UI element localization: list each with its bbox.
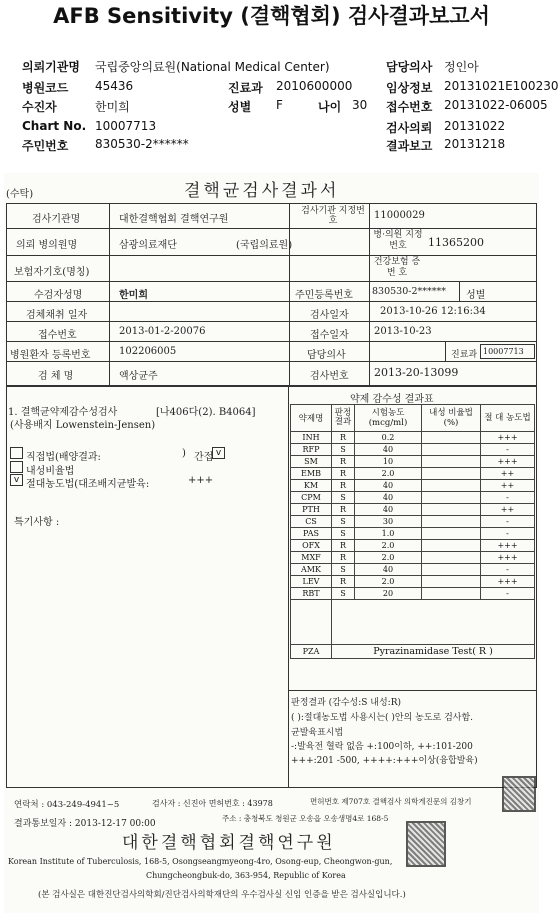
result-cell: R [332, 456, 355, 468]
absolute-cell: +++ [481, 576, 535, 588]
dept-value: 10007713 [483, 347, 524, 356]
result-cell: R [332, 576, 355, 588]
drug-cell: EMB [291, 468, 332, 480]
note-line-3: 균발육표시법 [291, 728, 344, 738]
col-result: 판정 결과 [332, 405, 355, 432]
concentration-cell: 30 [355, 516, 422, 528]
institution-seal-stamp [406, 821, 446, 867]
field-value-chart-no: 10007713 [95, 119, 157, 133]
control-growth: +++ [188, 475, 214, 486]
result-cell: S [332, 588, 355, 600]
proportion-cell [422, 444, 481, 456]
doctor-no: 11365200 [428, 236, 484, 249]
result-cell: S [332, 492, 355, 504]
test-code: [나406다(2). B4064] [156, 407, 256, 418]
field-label-sex: 성별 [228, 100, 252, 114]
lab-code-label: 검사기관 지정번호 [301, 206, 365, 226]
absolute-method-checkbox: v [10, 474, 23, 486]
concentration-cell: 2.0 [355, 468, 422, 480]
concentration-cell: 40 [355, 444, 422, 456]
concentration-cell: 1.0 [355, 528, 422, 540]
table-header-row [291, 405, 535, 432]
result-cell: S [332, 444, 355, 456]
absolute-cell: +++ [481, 432, 535, 444]
footer-report-date: 결과통보일자 : 2013-12-17 00:00 [14, 819, 156, 829]
field-value-age: 30 [352, 98, 368, 112]
table-row [291, 564, 535, 576]
field-value-hospital-code: 45436 [95, 79, 134, 93]
receipt-date-label: 접수일자 [310, 330, 349, 341]
pza-label: PZA [291, 645, 332, 659]
col-proportion: 내성 비율법(%) [422, 405, 481, 432]
result-cell: R [332, 480, 355, 492]
table-row [291, 480, 535, 492]
report-title: AFB Sensitivity (결핵협회) 검사결과보고서 [53, 4, 490, 28]
doctor-no-label: 병·의원 지정번호 [373, 230, 423, 251]
col-absolute: 절 대 농도법 [481, 405, 535, 432]
field-value-doctor: 정인아 [444, 60, 479, 74]
field-label-age: 나이 [318, 100, 342, 114]
table-row [291, 552, 535, 564]
table-row [291, 456, 535, 468]
remarks-label: 특기사항 : [14, 517, 60, 528]
table-row [291, 540, 535, 552]
absolute-cell: - [481, 588, 535, 600]
field-value-requester: 국립중앙의료원(National Medical Center) [95, 60, 330, 74]
field-value-sex: F [276, 98, 283, 112]
field-value-department: 2010600000 [276, 79, 353, 93]
absolute-cell: - [481, 564, 535, 576]
field-label-patient: 수진자 [22, 100, 57, 114]
absolute-cell: - [481, 444, 535, 456]
result-table-caption: 약제 감수성 결과표 [350, 394, 434, 405]
footer-address: 주소 : 충청북도 청원군 오송읍 오송생명4로 168-5 [222, 814, 389, 823]
exam-no: 2013-20-13099 [374, 366, 459, 379]
proportion-cell [422, 504, 481, 516]
result-cell: S [332, 516, 355, 528]
result-cell: R [332, 552, 355, 564]
direct-method-end: ) [182, 448, 186, 459]
note-line-5: +++:201 -500, ++++:+++이상(융합발육) [291, 756, 478, 766]
proportion-cell [422, 492, 481, 504]
absolute-cell: ++ [481, 504, 535, 516]
concentration-cell: 40 [355, 492, 422, 504]
drug-cell: CPM [291, 492, 332, 504]
absolute-cell: ++ [481, 480, 535, 492]
proportion-cell [422, 528, 481, 540]
field-label-hospital-code: 병원코드 [22, 81, 69, 95]
result-cell: R [332, 432, 355, 444]
sex-label: 성별 [466, 290, 486, 301]
field-label-report-date: 결과보고 [386, 139, 433, 153]
absolute-cell: +++ [481, 456, 535, 468]
indirect-label: 간접 [194, 452, 214, 463]
lab-name: 대한결핵협회 결핵연구원 [119, 214, 229, 225]
footer-license: 면허번호 제707호 결핵검사 의학게진문의 김창기 [310, 797, 472, 806]
table-row [291, 576, 535, 588]
proportion-cell [422, 432, 481, 444]
drug-cell: CS [291, 516, 332, 528]
proportion-cell [422, 552, 481, 564]
field-label-doctor: 담당의사 [386, 60, 433, 74]
concentration-cell: 2.0 [355, 552, 422, 564]
concentration-cell: 40 [355, 480, 422, 492]
note-line-4: -:발육전 혈락 없음 +:100이하, ++:101-200 [291, 742, 473, 752]
field-label-request-date: 검사의뢰 [386, 121, 433, 135]
sheet-title: 결핵균검사결과서 [184, 181, 340, 201]
lab-name-label: 검사기관명 [32, 214, 81, 225]
footer-examiner: 검사자 : 신진아 면허번호 : 43978 [152, 799, 273, 808]
proportion-cell [422, 456, 481, 468]
scanned-result-sheet [4, 173, 539, 913]
result-cell: R [332, 540, 355, 552]
rrn-value: 830530-2****** [372, 286, 447, 297]
absolute-cell: +++ [481, 552, 535, 564]
drug-cell: SM [291, 456, 332, 468]
table-row [291, 432, 535, 444]
proportion-cell [422, 468, 481, 480]
rrn-label: 주민등록번호 [295, 290, 353, 301]
col-drug: 약제명 [291, 405, 332, 432]
medium-note: (사용배지 Lowenstein-Jensen) [10, 420, 156, 431]
drug-cell: PTH [291, 504, 332, 516]
indirect-checkbox: v [212, 447, 225, 459]
concentration-cell: 10 [355, 456, 422, 468]
exam-date: 2013-10-26 12:16:34 [380, 306, 486, 317]
concentration-cell: 0.2 [355, 432, 422, 444]
field-label-rrn: 주민번호 [22, 139, 69, 153]
table-row [291, 516, 535, 528]
drug-cell: AMK [291, 564, 332, 576]
note-line-1: 판정결과 (감수성:S 내성:R) [291, 698, 401, 708]
field-label-department: 진료과 [228, 81, 263, 95]
footer-org-english-1: Korean Institute of Tuberculosis, 168-5, Osongseangmyeong-4ro, Osong-eup, Cheongwon-gun, [8, 857, 393, 866]
concentration-cell: 40 [355, 504, 422, 516]
field-value-patient: 한미희 [95, 100, 130, 114]
patient-name: 한미희 [119, 290, 148, 301]
concentration-cell: 20 [355, 588, 422, 600]
field-label-clinical-info: 임상정보 [386, 81, 433, 95]
pza-result-row [291, 645, 535, 659]
consignment-mark: (수탁) [6, 189, 34, 200]
specimen-label: 검 체 명 [38, 371, 74, 382]
concentration-cell: 2.0 [355, 540, 422, 552]
table-row [291, 504, 535, 516]
result-cell: R [332, 468, 355, 480]
dept-label: 진료과 [451, 350, 478, 360]
insurer-label: 보험자기호(명칭) [14, 267, 90, 278]
table-row [291, 588, 535, 600]
doctor-label: 담당의사 [307, 350, 346, 361]
test-title: 1. 결핵균약제감수성검사 [8, 407, 118, 418]
specimen-value: 액상균주 [119, 371, 158, 382]
absolute-cell: ++ [481, 468, 535, 480]
reg-no: 102206005 [119, 346, 177, 357]
field-value-request-date: 20131022 [444, 119, 506, 133]
susceptibility-table [290, 404, 535, 659]
drug-cell: MXF [291, 552, 332, 564]
direct-method-label: 직접법(배양결과: [26, 452, 101, 463]
reg-no-label: 병원환자 등록번호 [10, 350, 91, 361]
drug-cell: PAS [291, 528, 332, 540]
field-value-clinical-info: 20131021E100230 [444, 79, 558, 93]
col-concentration: 시험농도 (mcg/ml) [355, 405, 422, 432]
hospital-label: 의뢰 병의원명 [16, 240, 78, 251]
field-label-receipt-no: 접수번호 [386, 100, 433, 114]
absolute-cell: +++ [481, 540, 535, 552]
proportion-cell [422, 480, 481, 492]
health-no-label: 건강보험 증 번 호 [373, 257, 421, 278]
field-value-report-date: 20131218 [444, 137, 506, 151]
pza-row [291, 600, 535, 645]
proportion-method-label: 내성비율법 [26, 466, 75, 477]
pza-result: Pyrazinamidase Test( R ) [332, 645, 535, 659]
proportion-cell [422, 588, 481, 600]
proportion-cell [422, 516, 481, 528]
collect-date-label: 검체채취 일자 [26, 310, 88, 321]
field-label-chart-no: Chart No. [22, 119, 87, 133]
drug-cell: KM [291, 480, 332, 492]
field-value-receipt-no: 20131022-06005 [444, 98, 548, 112]
proportion-method-checkbox [10, 461, 23, 473]
concentration-cell: 2.0 [355, 576, 422, 588]
absolute-cell: - [481, 528, 535, 540]
table-row [291, 468, 535, 480]
direct-method-checkbox [10, 447, 23, 459]
footer-org-name: 대한결핵협회결핵연구원 [122, 833, 336, 853]
lab-code: 11000029 [374, 210, 425, 221]
note-line-2: ( ):절대농도법 사용시는( )안의 농도로 검사함. [291, 713, 474, 723]
hospital-note: (국립의료원) [236, 240, 293, 251]
field-label-requester: 의뢰기관명 [22, 60, 80, 74]
proportion-cell [422, 564, 481, 576]
result-cell: R [332, 504, 355, 516]
drug-cell: OFX [291, 540, 332, 552]
footer-org-english-2: Chungcheongbuk-do, 363-954, Republic of Korea [146, 871, 346, 880]
exam-no-label: 검사번호 [310, 371, 349, 382]
absolute-cell: - [481, 516, 535, 528]
table-row [291, 444, 535, 456]
receipt-no: 2013-01-2-20076 [119, 326, 206, 337]
drug-cell: RFP [291, 444, 332, 456]
receipt-no-label: 접수번호 [38, 330, 77, 341]
result-cell: S [332, 528, 355, 540]
table-row [291, 492, 535, 504]
proportion-cell [422, 576, 481, 588]
footer-certification-note: (본 검사실은 대한진단검사의학회/진단검사의학재단의 우수검사실 신임 인증을 받은 검사실입니다.) [38, 890, 406, 900]
hospital-name: 삼광의료재단 [119, 240, 177, 251]
concentration-cell: 40 [355, 564, 422, 576]
field-value-rrn: 830530-2****** [95, 137, 189, 151]
table-row [291, 528, 535, 540]
exam-date-label: 검사일자 [310, 310, 349, 321]
proportion-cell [422, 540, 481, 552]
doctor-seal-stamp [502, 776, 536, 812]
name-label: 수검자성명 [34, 290, 83, 301]
footer-phone: 연락처 : 043-249-4941~5 [14, 800, 120, 810]
absolute-cell: - [481, 492, 535, 504]
result-cell: S [332, 564, 355, 576]
drug-cell: LEV [291, 576, 332, 588]
absolute-method-label: 절대농도법(대조배지균발육: [26, 479, 150, 490]
receipt-date: 2013-10-23 [374, 326, 432, 337]
drug-cell: RBT [291, 588, 332, 600]
drug-cell: INH [291, 432, 332, 444]
